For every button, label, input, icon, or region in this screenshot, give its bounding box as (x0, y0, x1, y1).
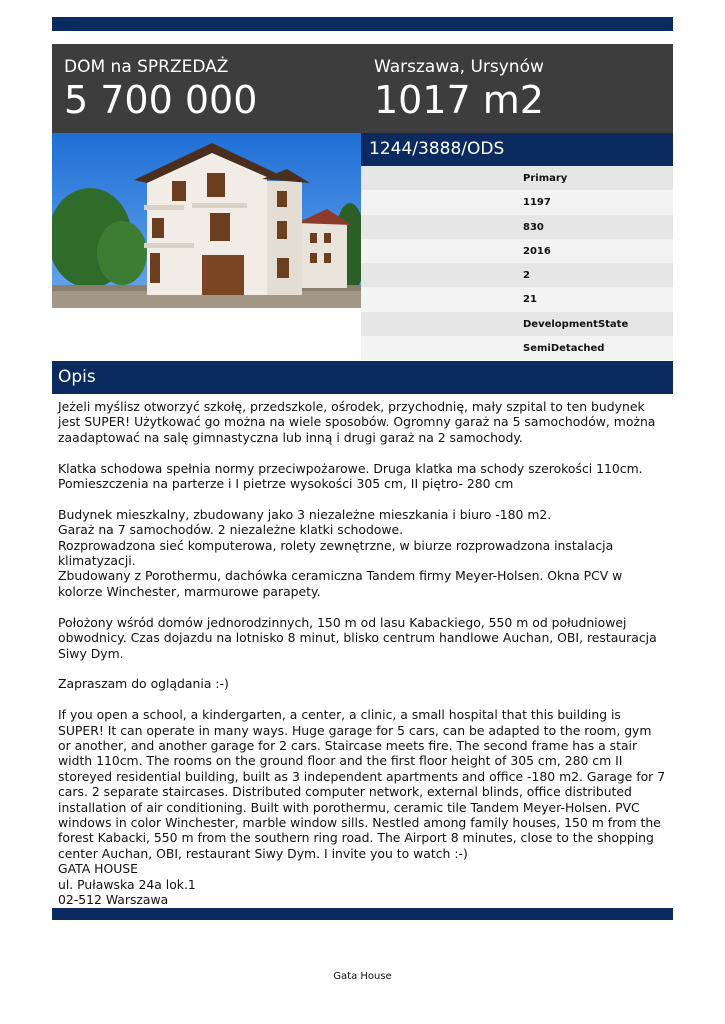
description-paragraph: Jeżeli myślisz otworzyć szkołę, przedszkole, ośrodek, przychodnię, mały szpital to ten budynek jest SUPER! Użytkować go można na wiele sposobów. Ogromny garaż na 5 samochodów, można zaadaptować na salę gimnastyczna lub inną i drugi garaż na 2 samochody. (58, 399, 660, 445)
property-row (361, 239, 673, 263)
listing-header (52, 44, 673, 133)
property-row (361, 190, 673, 214)
bottom-accent-bar (52, 908, 673, 920)
property-value: 2016 (523, 245, 551, 257)
description-paragraph: Klatka schodowa spełnia normy przeciwpożarowe. Druga klatka ma schody szerokości 110cm. Pomieszczenia na parterze i I pietrze wysokości 305 cm, II piętro- 280 cm (58, 460, 647, 492)
description-body (58, 399, 668, 907)
property-row (361, 166, 673, 190)
listing-type: DOM na SPRZEDAŻ (64, 57, 229, 77)
property-row (361, 215, 673, 239)
listing-price: 5 700 000 (64, 78, 258, 122)
description-paragraph: Zapraszam do oglądania :-) (58, 676, 229, 692)
description-paragraph: Położony wśród domów jednorodzinnych, 150 m od lasu Kabackiego, 550 m od południowej obwodnicy. Czas dojazdu na lotnisko 8 minut, blisko centrum handlowe Auchan, OBI, restauracja Siwy Dym. (58, 614, 661, 661)
footer-agency: Gata House (333, 971, 392, 982)
header-left (64, 56, 257, 122)
top-accent-bar (52, 17, 673, 31)
offer-id: 1244/3888/ODS (369, 139, 505, 159)
property-row (361, 287, 673, 311)
paragraph-spacer (58, 445, 668, 460)
property-value: 1197 (523, 197, 551, 209)
property-value: 830 (523, 221, 544, 233)
property-value: SemiDetached (523, 343, 605, 355)
paragraph-spacer (58, 661, 668, 676)
offer-id-bar (361, 133, 673, 166)
header-right (374, 56, 544, 122)
listing-area: 1017 m2 (374, 78, 544, 122)
paragraph-spacer (58, 692, 668, 707)
paragraph-spacer (58, 599, 668, 614)
property-value: DevelopmentState (523, 318, 629, 330)
description-paragraph: Budynek mieszkalny, zbudowany jako 3 niezależne mieszkania i biuro -180 m2. Garaż na 7 samochodów. 2 niezależne klatki schodowe. Rozprowadzona sieć komputerowa, rolety zewnętrzne, w biurze rozprowadzona instalacja klimatyzacji. Zbudowany z Porothermu, dachówka ceramiczna Tandem firmy Meyer-Holsen. Okna PCV w kolorze Winchester, marmurowe parapety. (58, 506, 623, 599)
property-list (361, 166, 673, 360)
property-photo (52, 133, 361, 308)
property-row (361, 336, 673, 360)
listing-location: Warszawa, Ursynów (374, 57, 544, 77)
property-row (361, 312, 673, 336)
description-heading: Opis (58, 367, 96, 387)
paragraph-spacer (58, 491, 668, 506)
description-heading-bar (52, 361, 673, 394)
description-paragraph: If you open a school, a kindergarten, a center, a clinic, a small hospital that this building is SUPER! It can operate in many ways. Huge garage for 5 cars, can be adapted to the room, gym or another, and another garage for 2 cars. Staircase meets fire. The second frame has a stair width 110cm. The rooms on the ground floor and the first floor height of 305 cm, 280 cm II storeyed residential building, built as 3 independent apartments and office -180 m2. Garage for 7 cars. 2 separate staircases. Distributed computer network, external blinds, office distributed installation of air conditioning. Built with porothermu, ceramic tile Tandem Meyer-Holsen. PVC windows in color Winchester, marble window sills. Nestled among family houses, 150 m from the forest Kabacki, 550 m from the southern ring road. The Airport 8 minutes, close to the shopping center Auchan, OBI, restaurant Siwy Dym. I invite you to watch :-) GATA HOUSE ul. Puławska 24a lok.1 02-512 Warszawa (58, 707, 666, 907)
property-value: 21 (523, 294, 537, 306)
property-value: 2 (523, 270, 530, 282)
property-value: Primary (523, 173, 568, 184)
property-row (361, 263, 673, 287)
